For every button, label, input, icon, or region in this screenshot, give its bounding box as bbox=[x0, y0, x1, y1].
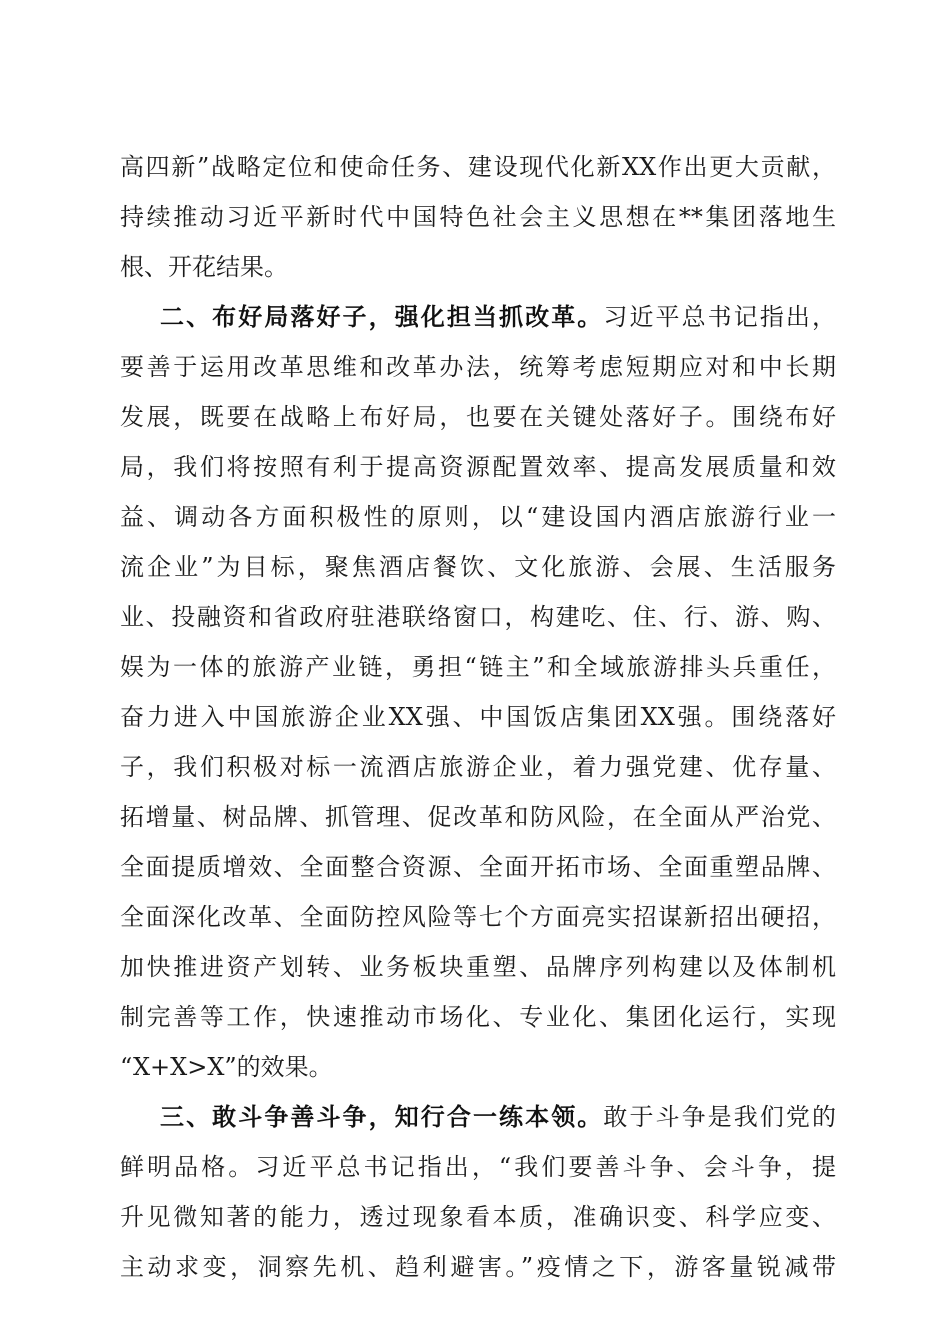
paragraph-2-line: 局，我们将按照有利于提高资源配置效率、提高发展质量和效 bbox=[120, 453, 836, 481]
document-body bbox=[120, 142, 836, 1292]
paragraph-3-line: 升见微知著的能力，透过现象看本质，准确识变、科学应变、 bbox=[120, 1203, 836, 1231]
paragraph-3-first-line bbox=[120, 1092, 836, 1142]
paragraph-2-first-line-text: 习近平总书记指出， bbox=[603, 303, 836, 331]
paragraph-2-line: 娱为一体的旅游产业链，勇担“链主”和全域旅游排头兵重任， bbox=[120, 653, 836, 681]
paragraph-2-line: 全面提质增效、全面整合资源、全面开拓市场、全面重塑品牌、 bbox=[120, 853, 836, 881]
paragraph-1-line-2: 持续推动习近平新时代中国特色社会主义思想在**集团落地生 bbox=[120, 203, 836, 231]
paragraph-2-line: 子，我们积极对标一流酒店旅游企业，着力强党建、优存量、 bbox=[120, 753, 836, 781]
paragraph-2-line: 奋力进入中国旅游企业XX强、中国饭店集团XX强。围绕落好 bbox=[120, 703, 836, 731]
section-heading-3: 三、敢斗争善斗争，知行合一练本领。 bbox=[160, 1103, 604, 1131]
paragraph-2-line: 流企业”为目标，聚焦酒店餐饮、文化旅游、会展、生活服务 bbox=[120, 553, 836, 581]
paragraph-3-line: 鲜明品格。习近平总书记指出，“我们要善斗争、会斗争，提 bbox=[120, 1153, 836, 1181]
paragraph-2-line: 业、投融资和省政府驻港联络窗口，构建吃、住、行、游、购、 bbox=[120, 603, 836, 631]
paragraph-2-line: “X+X>X”的效果。 bbox=[120, 1053, 333, 1081]
paragraph-2-line: 全面深化改革、全面防控风险等七个方面亮实招谋新招出硬招， bbox=[120, 903, 836, 931]
paragraph-3-line: 主动求变，洞察先机、趋利避害。”疫情之下，游客量锐减带 bbox=[120, 1253, 836, 1281]
paragraph-2-line: 拓增量、树品牌、抓管理、促改革和防风险，在全面从严治党、 bbox=[120, 803, 836, 831]
paragraph-1-line-3: 根、开花结果。 bbox=[120, 253, 288, 281]
paragraph-1-line-1: 高四新”战略定位和使命任务、建设现代化新XX作出更大贡献， bbox=[120, 153, 836, 181]
paragraph-2-line: 制完善等工作，快速推动市场化、专业化、集团化运行，实现 bbox=[120, 1003, 836, 1031]
section-heading-2: 二、布好局落好子，强化担当抓改革。 bbox=[160, 303, 604, 331]
paragraph-2-first-line bbox=[120, 292, 836, 342]
paragraph-3-first-line-text: 敢于斗争是我们党的 bbox=[603, 1103, 836, 1131]
paragraph-2-line: 益、调动各方面积极性的原则，以“建设国内酒店旅游行业一 bbox=[120, 503, 836, 531]
paragraph-2-line: 要善于运用改革思维和改革办法，统筹考虑短期应对和中长期 bbox=[120, 353, 836, 381]
paragraph-2-line: 加快推进资产划转、业务板块重塑、品牌序列构建以及体制机 bbox=[120, 953, 836, 981]
paragraph-2-line: 发展，既要在战略上布好局，也要在关键处落好子。围绕布好 bbox=[120, 403, 836, 431]
